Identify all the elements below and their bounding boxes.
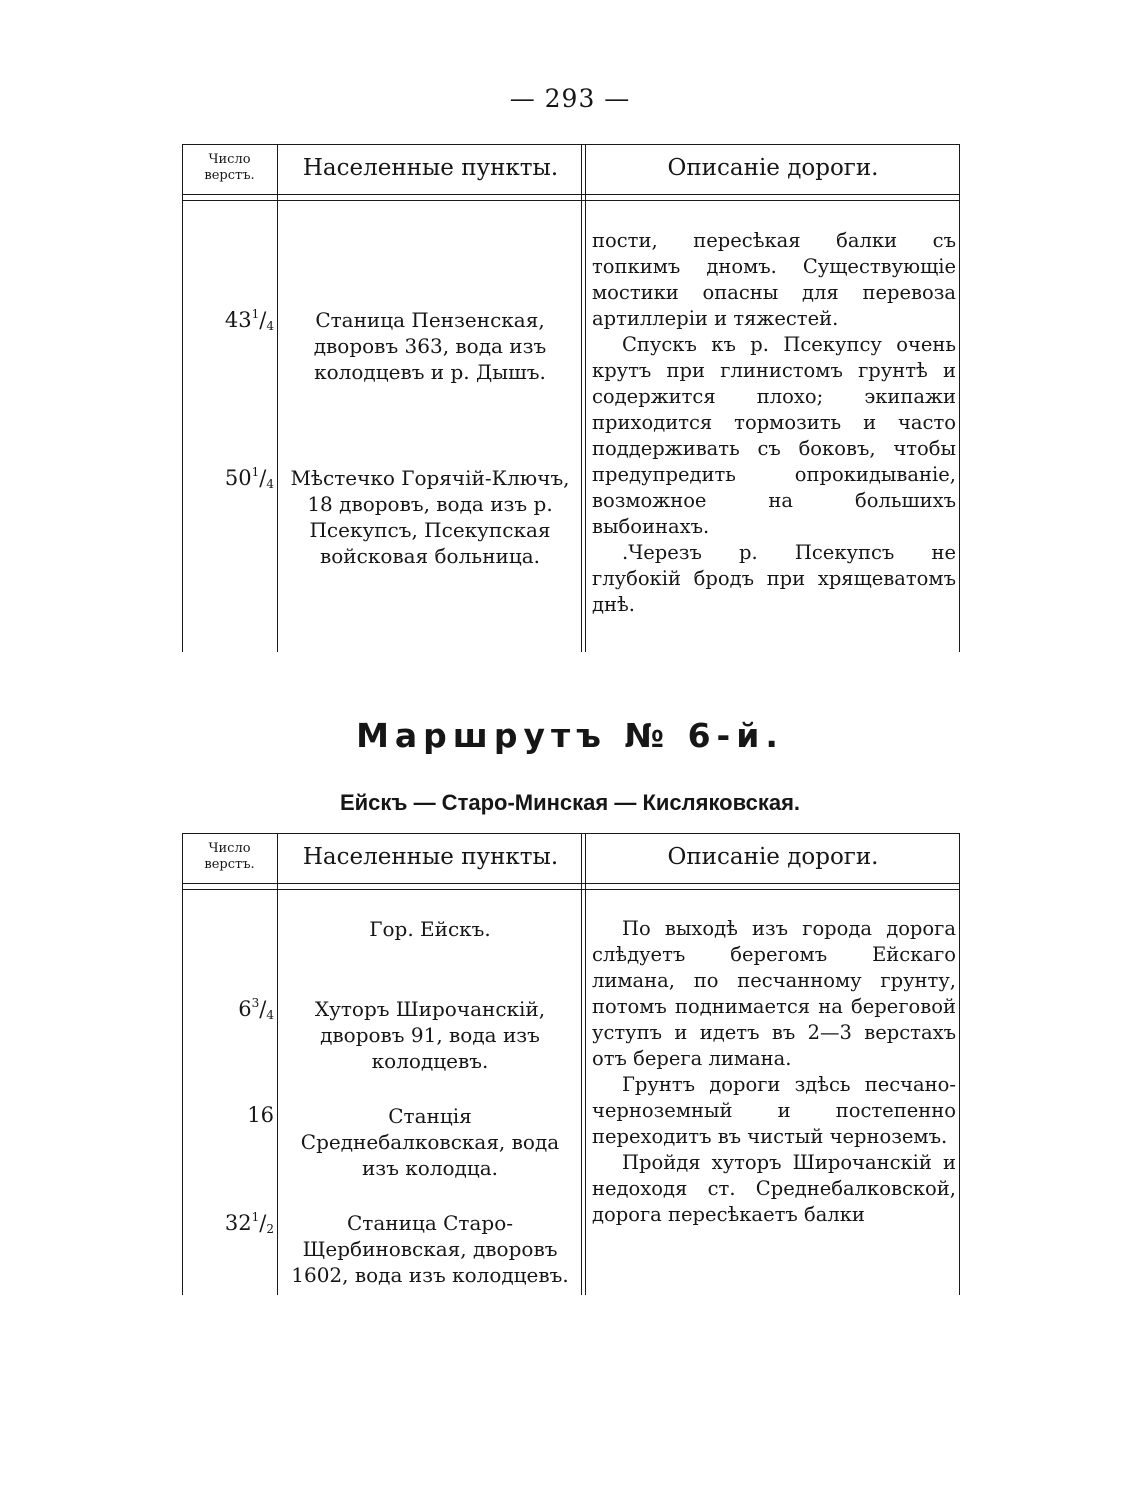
description-paragraph: .Черезъ р. Псекупсъ не глубокій бродъ при хрящеватомъ днѣ.: [592, 541, 956, 616]
description-paragraph: Спускъ къ р. Псекупсу очень крутъ при глинистомъ грунтѣ и содержится плохо; экипажи приходится тормозить и часто поддерживать съ боковъ, чтобы предупредить опрокидываніе, возможное на большихъ выбоинахъ.: [592, 333, 956, 538]
settlement-cell: Гор. Ейскъ.: [369, 917, 491, 941]
description-header: Описаніе дороги.: [667, 844, 879, 870]
description-paragraph: пости, пересѣкая балки съ топкимъ дномъ. Существующіе мостики опасны для перевоза артиллеріи и тяжестей.: [592, 229, 956, 330]
description-header: Описаніе дороги.: [667, 155, 879, 181]
places-header: Населенные пункты.: [302, 844, 559, 870]
description-paragraph: По выходѣ изъ города дорога слѣдуетъ берегомъ Ейскаго лимана, по песчанному грунту, потомъ поднимается на береговой уступъ и идетъ въ 2—3 верстахъ отъ берега лимана.: [592, 917, 956, 1070]
description-paragraph: Грунтъ дороги здѣсь песчано-черноземный и постепенно переходитъ въ чистый черноземъ.: [592, 1073, 956, 1148]
distance-cell: $6^3/_4$: [238, 996, 274, 1022]
route-table-1: [182, 144, 960, 652]
route-table-2: [182, 833, 960, 1295]
distance-cell: $50^1/_4$: [224, 465, 274, 491]
road-description: [592, 228, 956, 618]
places-header: Населенные пункты.: [302, 155, 559, 181]
settlement-cell: Станица Старо-Щербиновская, дворовъ 1602, вода изъ колодцевъ.: [291, 1211, 569, 1287]
versts-header: Число верстъ.: [204, 841, 255, 872]
settlement-cell: Мѣстечко Горячій-Ключъ, 18 дворовъ, вода изъ р. Псекупсъ, Псекупская войсковая больница.: [290, 466, 570, 568]
distance-cell: $43^1/_4$: [224, 307, 274, 333]
versts-header: Число верстъ.: [204, 152, 255, 183]
road-description: [592, 916, 956, 1228]
distance-cell: 16: [247, 1103, 274, 1127]
settlement-cell: Станція Среднебалковская, вода изъ колодца.: [300, 1104, 560, 1180]
page-number: — 293 —: [509, 84, 631, 113]
settlement-cell: Хуторъ Широчанскій, дворовъ 91, вода изъ колодцевъ.: [314, 997, 546, 1073]
route-subtitle: Ейскъ — Старо-Минская — Кисляковская.: [339, 790, 801, 815]
settlement-cell: Станица Пензенская, дворовъ 363, вода изъ колодцевъ и р. Дышъ.: [313, 308, 547, 384]
distance-cell: $32^1/_2$: [224, 1210, 274, 1236]
description-paragraph: Пройдя хуторъ Широчанскій и недоходя ст. Среднебалковской, дорога пересѣкаетъ балки: [592, 1151, 956, 1226]
route-title: Маршрутъ № 6-й.: [356, 716, 784, 755]
